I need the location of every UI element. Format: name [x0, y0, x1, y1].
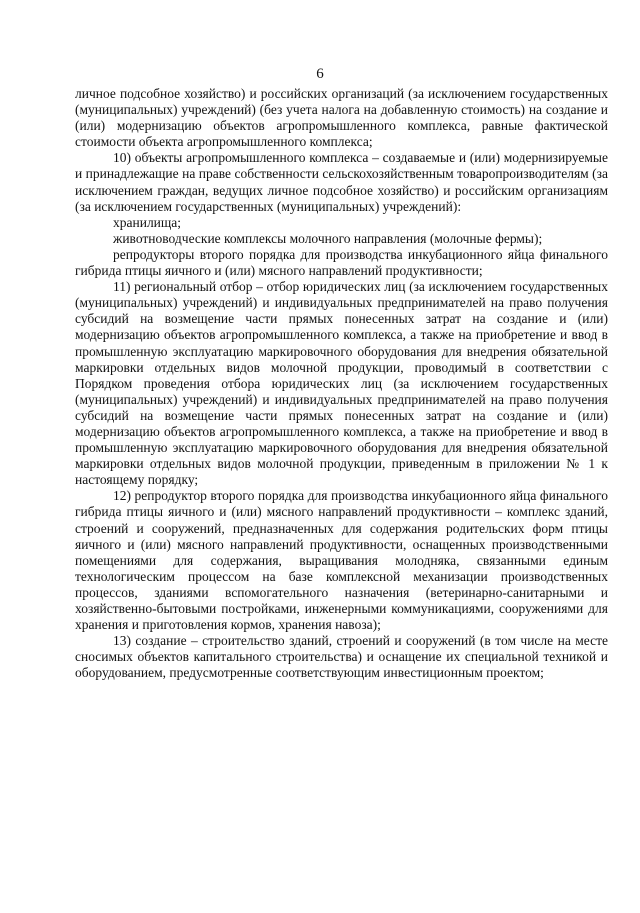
paragraph-reproducers: репродукторы второго порядка для производства инкубационного яйца финального гибрида птицы яичного и (или) мясного направлений продуктивности;: [75, 246, 608, 279]
page-number: 6: [316, 66, 324, 82]
document-body: [75, 86, 608, 681]
paragraph-storage: хранилища;: [113, 214, 182, 230]
paragraph-item-12: 12) репродуктор второго порядка для производства инкубационного яйца финального гибрида птицы яичного и (или) мясного направлений продуктивности – комплекс зданий, строений и сооружений, предназначенных для содержания родительских форм птицы яичного и (или) мясного направлений продуктивности, оснащенных производственными помещениями для содержания, выращивания молодняка, связанными единым технологическим процессом на базе комплексной механизации производственных процессов, зданиями вспомогательного назначения (ветеринарно-санитарными и хозяйственно-бытовыми постройками, инженерными коммуникациями, сооружениями для хранения и приготовления кормов, хранения навоза);: [75, 488, 608, 633]
paragraph-item-13: 13) создание – строительство зданий, строений и сооружений (в том числе на месте сносимых объектов капитального строительства) и оснащение их специальной техникой и оборудованием, предусмотренные соответствующим инвестиционным проектом;: [75, 633, 608, 681]
paragraph-dairy-complexes: животноводческие комплексы молочного направления (молочные фермы);: [113, 230, 543, 246]
paragraph-item-10: 10) объекты агропромышленного комплекса – создаваемые и (или) модернизируемые и принадлежащие на праве собственности сельскохозяйственным товаропроизводителям (за исключением граждан, ведущих личное подсобное хозяйство) и российским организациям (за исключением государственных (муниципальных) учреждений):: [75, 150, 608, 214]
paragraph-continuation: личное подсобное хозяйство) и российских организаций (за исключением государственных (муниципальных) учреждений) (без учета налога на добавленную стоимость) на создание и (или) модернизацию объектов агропромышленного комплекса, равные фактической стоимости объекта агропромышленного комплекса;: [75, 86, 608, 150]
paragraph-item-11: 11) региональный отбор – отбор юридических лиц (за исключением государственных (муниципальных) учреждений) и индивидуальных предпринимателей на право получения субсидий на возмещение части прямых понесенных затрат на создание и (или) модернизацию объектов агропромышленного комплекса, а также на приобретение и ввод в промышленную эксплуатацию маркировочного оборудования для внедрения обязательной маркировки отдельных видов молочной продукции, проводимый в соответствии с Порядком проведения отбора юридических лиц (за исключением государственных (муниципальных) учреждений) и индивидуальных предпринимателей на право получения субсидий на возмещение части прямых понесенных затрат на создание и (или) модернизацию объектов агропромышленного комплекса, а также на приобретение и ввод в промышленную эксплуатацию маркировочного оборудования для внедрения обязательной маркировки отдельных видов молочной продукции, приведенным в приложении № 1 к настоящему порядку;: [75, 279, 608, 488]
